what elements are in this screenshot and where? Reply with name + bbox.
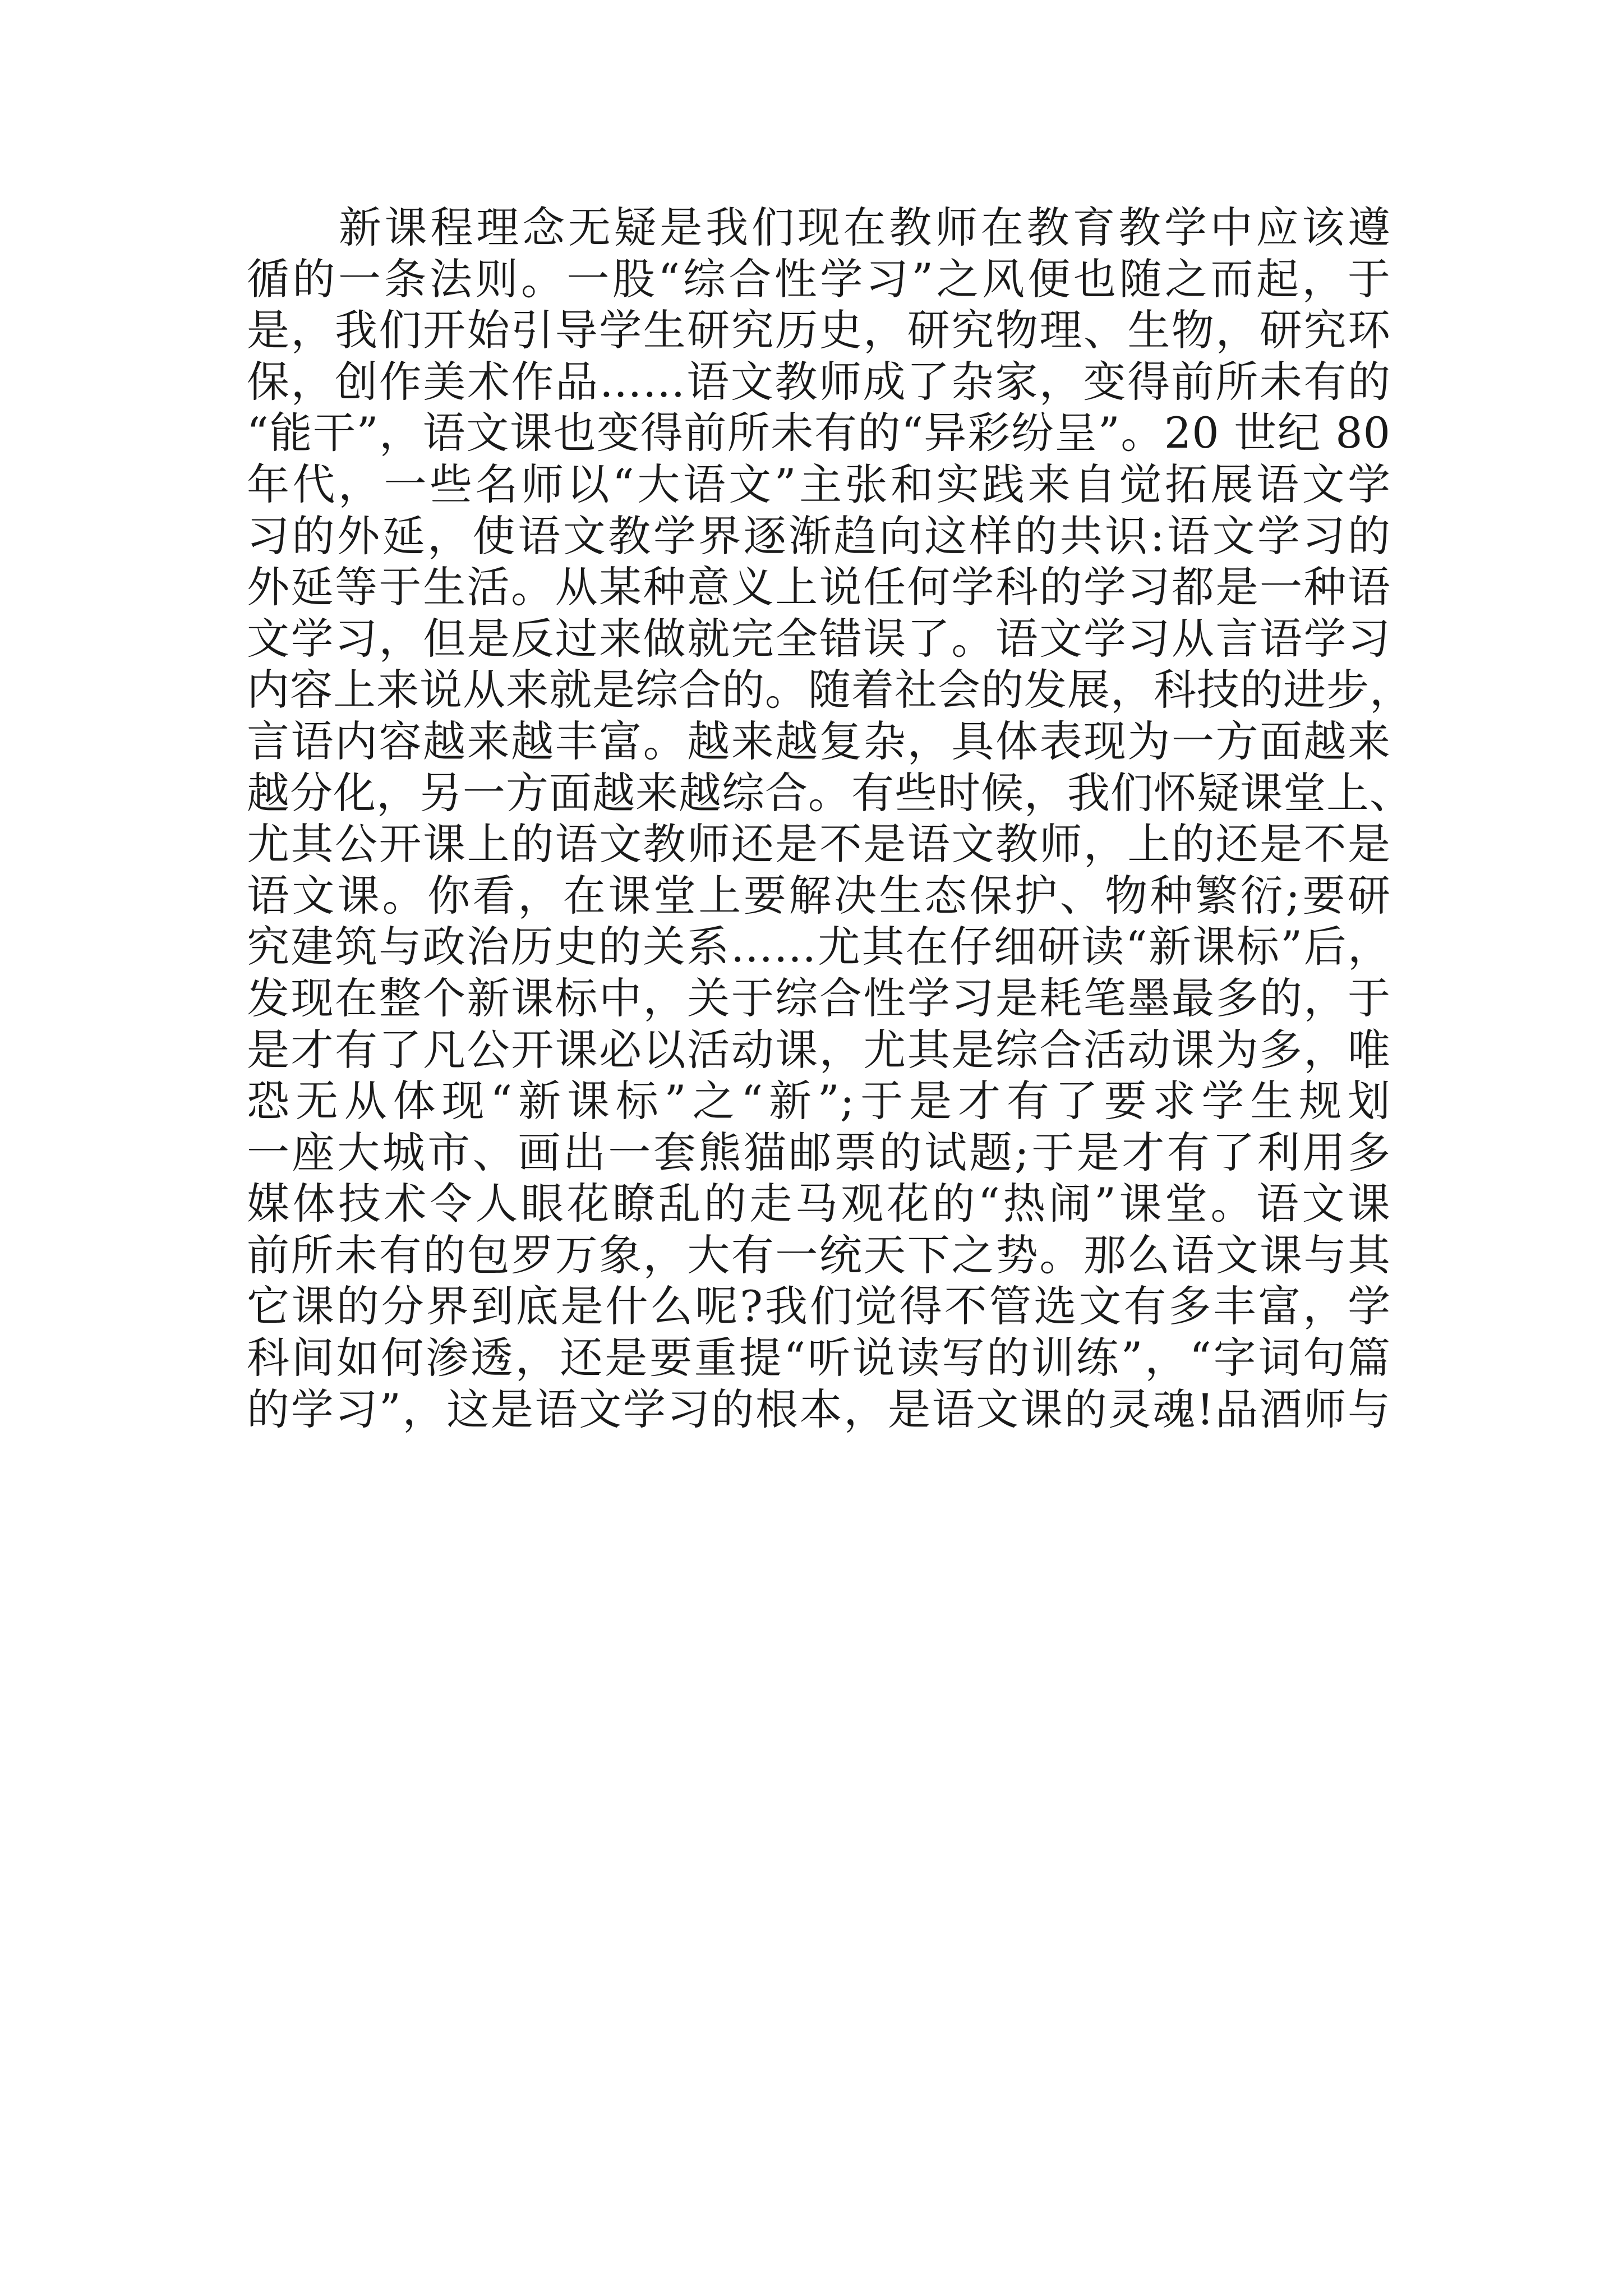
text-line: 究建筑与政治历史的关系……尤其在仔细研读“新课标”后，	[247, 922, 1391, 972]
text-line: 文学习，但是反过来做就完全错误了。语文学习从言语学习	[247, 613, 1391, 664]
text-line: 新课程理念无疑是我们现在教师在教育教学中应该遵	[339, 203, 1391, 252]
text-line: 前所未有的包罗万象，大有一统天下之势。那么语文课与其	[247, 1230, 1391, 1280]
text-line: 是，我们开始引导学生研究历史，研究物理、生物，研究环	[247, 305, 1391, 356]
text-line: 尤其公开课上的语文教师还是不是语文教师，上的还是不是	[247, 819, 1391, 869]
text-line: 科间如何渗透，还是要重提“听说读写的训练”，“字词句篇	[247, 1333, 1391, 1383]
body-paragraph	[247, 202, 1413, 1435]
text-line: 它课的分界到底是什么呢?我们觉得不管选文有多丰富，学	[247, 1281, 1391, 1332]
text-line: 内容上来说从来就是综合的。随着社会的发展，科技的进步，	[247, 665, 1413, 715]
text-line: 发现在整个新课标中，关于综合性学习是耗笔墨最多的，于	[247, 973, 1391, 1023]
text-line: 言语内容越来越丰富。越来越复杂，具体表现为一方面越来	[247, 716, 1391, 766]
text-line: 一座大城市、画出一套熊猫邮票的试题;于是才有了利用多	[247, 1127, 1391, 1177]
text-line: 语文课。你看，在课堂上要解决生态保护、物种繁衍;要研	[247, 870, 1391, 921]
text-line: 是才有了凡公开课必以活动课，尤其是综合活动课为多，唯	[247, 1024, 1391, 1075]
text-line: 的学习”，这是语文学习的根本，是语文课的灵魂!品酒师与	[247, 1384, 1391, 1434]
text-line: 外延等于生活。从某种意义上说任何学科的学习都是一种语	[247, 562, 1391, 613]
text-line: 保，创作美术作品……语文教师成了杂家，变得前所未有的	[247, 356, 1391, 407]
text-line: 年代，一些名师以“大语文”主张和实践来自觉拓展语文学	[247, 459, 1391, 509]
text-line: 媒体技术令人眼花瞭乱的走马观花的“热闹”课堂。语文课	[247, 1179, 1391, 1229]
text-line: 循的一条法则。一股“综合性学习”之风便也随之而起，于	[247, 254, 1391, 304]
text-line: 习的外延，使语文教学界逐渐趋向这样的共识:语文学习的	[247, 510, 1391, 561]
text-line: “能干”，语文课也变得前所未有的“异彩纷呈”。20 世纪 80	[247, 408, 1391, 458]
text-line: 恐无从体现“新课标”之“新”;于是才有了要求学生规划	[247, 1076, 1391, 1126]
text-line: 越分化，另一方面越来越综合。有些时候，我们怀疑课堂上、	[247, 767, 1413, 818]
